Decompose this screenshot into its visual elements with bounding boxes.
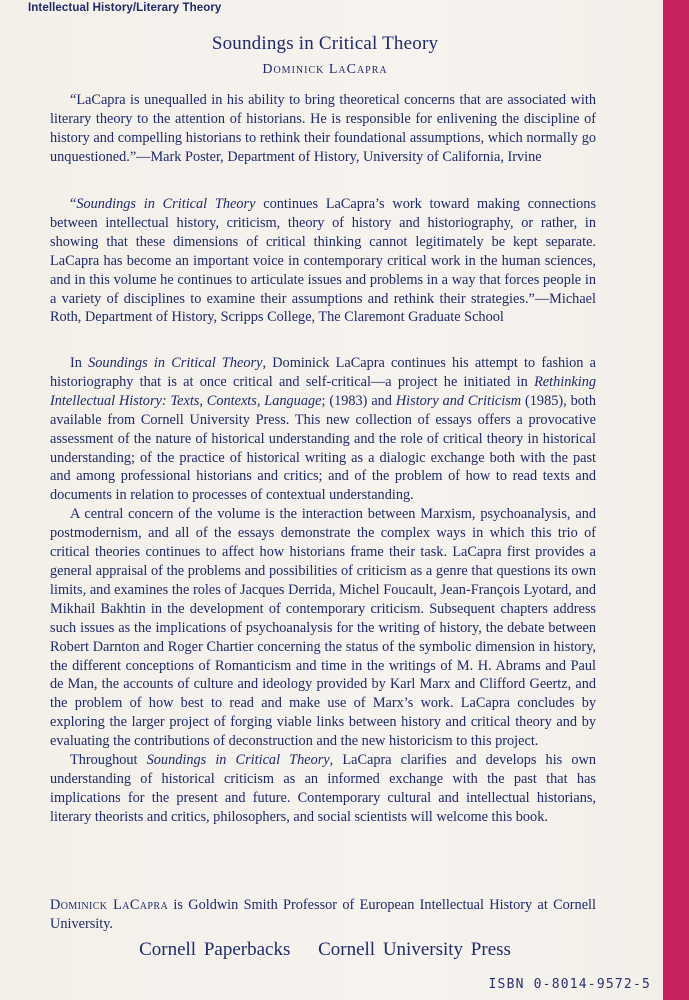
blurb-quote-roth	[50, 195, 596, 327]
description-paragraph-1: In Soundings in Critical Theory, Dominick LaCapra continues his attempt to fashion a historiography that is at once critical and self-critical—a project he initiated in Rethinking Intellectual History: Texts, Contexts, Language; (1983) and History and Criticism (1985), both available from Cornell University Press. This new collection of essays offers a provocative assessment of the nature of historical understanding and the role of critical theory in historical understanding; of the practice of historical writing as a dialogic exchange both with the past and among professional historians and critics; and of the problem of how to read texts and documents in relation to processes of contextual understanding.	[50, 355, 596, 504]
author-bio-name: Dominick LaCapra	[50, 897, 169, 913]
publisher-name: Cornell University Press	[318, 939, 511, 960]
publisher-footer	[0, 939, 650, 961]
book-description	[50, 354, 596, 827]
quoted-book-title: Soundings in Critical Theory	[76, 196, 256, 212]
isbn-number: ISBN 0-8014-9572-5	[488, 977, 651, 992]
description-paragraph-2: A central concern of the volume is the interaction between Marxism, psychoanalysis, and postmodernism, and all of the essays demonstrate the complex ways in which this trio of critical theories continues to affect how historians frame their task. LaCapra first provides a general appraisal of the problems and possibilities of criticism as a genre that questions its own limits, and examines the roles of Jacques Derrida, Michel Foucault, Jean-François Lyotard, and Mikhail Bakhtin in the development of contemporary criticism. Subsequent chapters address such issues as the implications of psychoanalysis for the writing of history, the debate between Robert Darnton and Roger Chartier concerning the status of the symbolic dimension in history, the different conceptions of Romanticism and time in the writings of M. H. Abrams and Paul de Man, the accounts of culture and ideology provided by Karl Marx and Clifford Geertz, and the problem of how best to read and make use of Marx’s work. LaCapra concludes by exploring the larger project of forging viable links between history and critical theory and by evaluating the contributions of deconstruction and the new historicism to this project.	[50, 506, 596, 750]
blurb-quote-poster	[50, 91, 596, 167]
author-bio-text: is Goldwin Smith Professor of European Intellectual History at Cornell University.	[50, 897, 596, 932]
series-name: Cornell Paperbacks	[139, 939, 291, 960]
blurb-quote-text: “Soundings in Critical Theory continues LaCapra’s work toward making connections between intellectual history, criticism, theory of history and historiography, or rather, in showing that these dimensions of critical thinking cannot legitimately be kept separate. LaCapra has become an important voice in contemporary critical work in the human sciences, and in this volume he continues to articulate issues and problems in a way that forces people in a variety of disciplines to examine their assumptions and rethink their strategies.”—Michael Roth, Department of History, Scripps College, The Claremont Graduate School	[50, 196, 597, 326]
spine-stripe	[663, 0, 689, 1000]
book-title: Soundings in Critical Theory	[211, 33, 439, 54]
description-paragraph-3: Throughout Soundings in Critical Theory, LaCapra clarifies and develops his own understanding of historical criticism as an informed exchange with the past that has implications for the present and future. Contemporary cultural and intellectual historians, literary theorists and critics, philosophers, and social scientists will welcome this book.	[50, 752, 596, 825]
blurb-quote-text: “LaCapra is unequalled in his ability to bring theoretical concerns that are associated with literary theory to the attention of historians. He is responsible for enlivening the discipline of history and compelling historians to rethink their foundational assumptions, which normally go unquestioned.”—Mark Poster, Department of History, University of California, Irvine	[50, 92, 596, 165]
category-label: Intellectual History/Literary Theory	[28, 2, 222, 14]
author-bio	[50, 896, 596, 934]
book-author: Dominick LaCapra	[262, 62, 388, 77]
